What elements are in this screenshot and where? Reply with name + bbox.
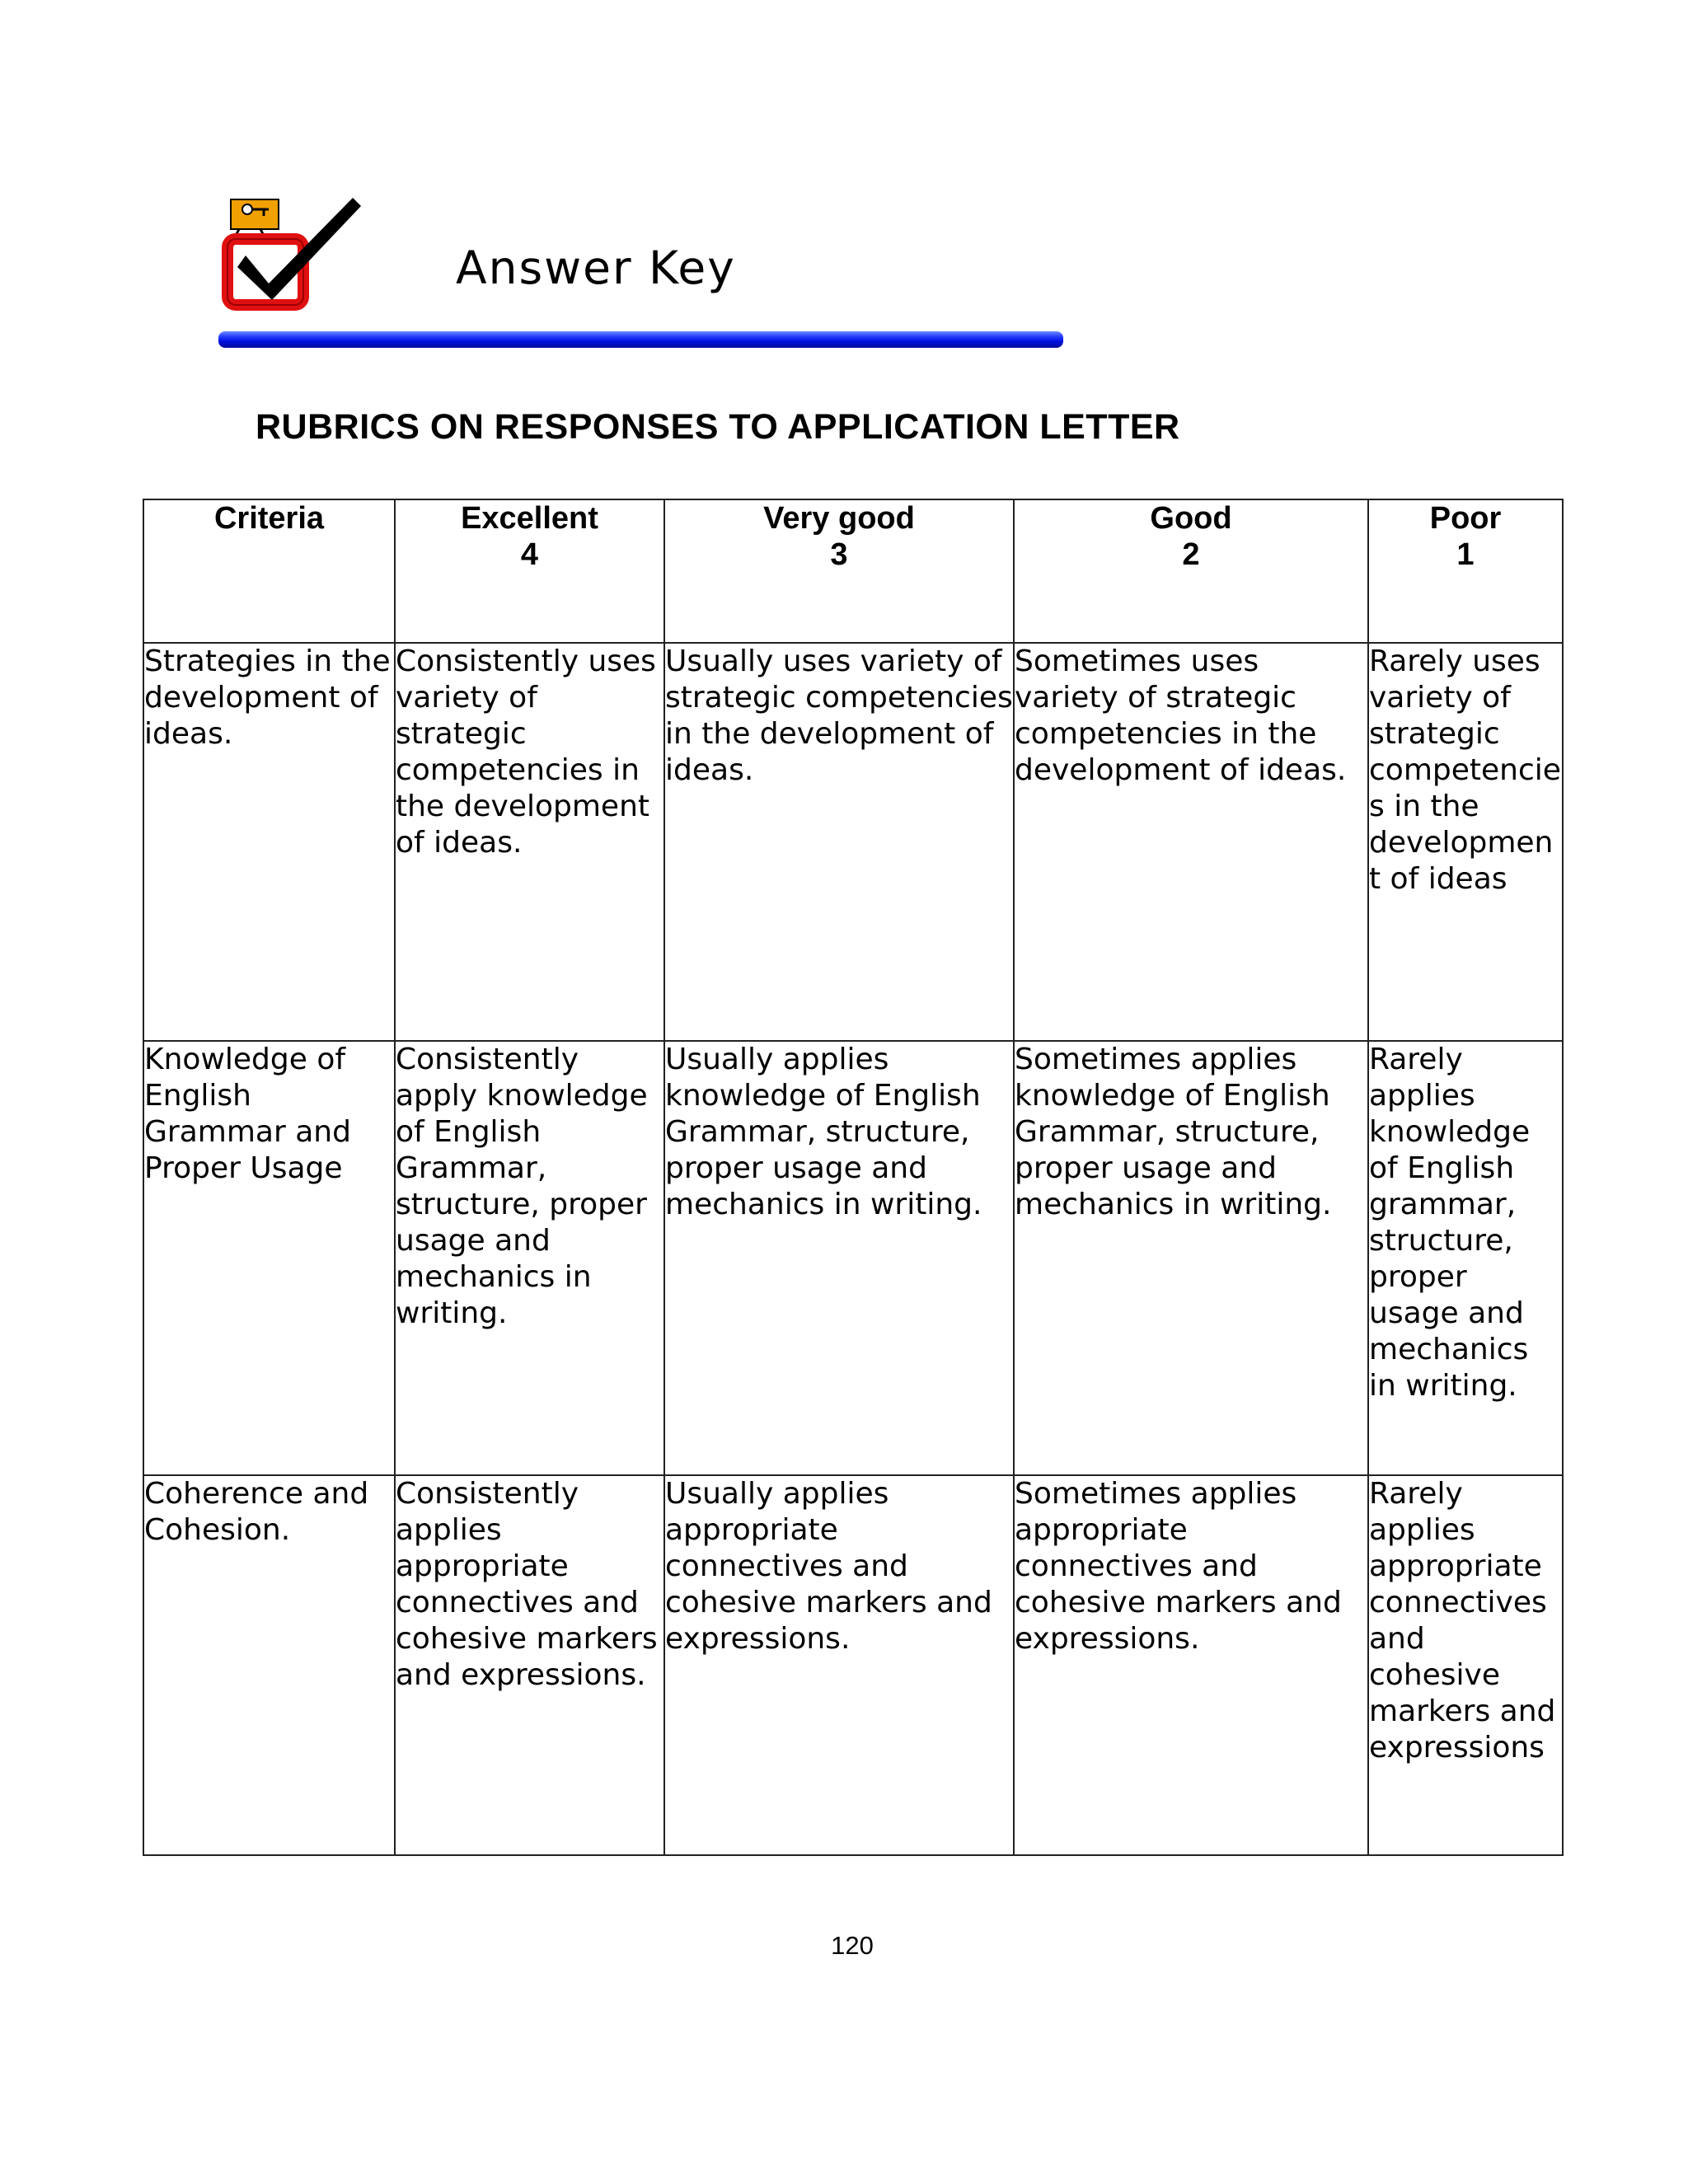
excellent-cell: Consistently uses variety of strategic competencies in the development of ideas.	[395, 643, 664, 1041]
column-header-criteria	[143, 499, 395, 643]
table-row	[143, 1041, 1563, 1475]
column-header-label: Excellent	[461, 501, 598, 536]
column-header-label: Good	[1150, 501, 1232, 536]
column-header-score: 1	[1456, 537, 1475, 572]
header-rule	[218, 331, 1063, 348]
good-cell: Sometimes uses variety of strategic competencies in the development of ideas.	[1014, 643, 1368, 1041]
very-good-cell: Usually uses variety of strategic competencies in the development of ideas.	[664, 643, 1014, 1041]
table-header-row	[143, 499, 1563, 643]
good-cell: Sometimes applies appropriate connectives and cohesive markers and expressions.	[1014, 1475, 1368, 1855]
column-header-score: 3	[830, 537, 848, 572]
column-header-label: Criteria	[213, 501, 325, 536]
column-header-poor	[1368, 499, 1563, 643]
column-header-score: 2	[1182, 537, 1200, 572]
very-good-cell: Usually applies knowledge of English Grammar, structure, proper usage and mechanics in writing.	[664, 1041, 1014, 1475]
column-header-excellent	[395, 499, 664, 643]
rubric-table	[143, 499, 1564, 1856]
table-row	[143, 643, 1563, 1041]
poor-cell: Rarely applies knowledge of English grammar, structure, proper usage and mechanics in writing.	[1368, 1041, 1563, 1475]
page-title: Answer Key	[456, 241, 736, 294]
excellent-cell: Consistently applies appropriate connectives and cohesive markers and expressions.	[395, 1475, 664, 1855]
criteria-cell: Coherence and Cohesion.	[143, 1475, 395, 1855]
criteria-cell: Knowledge of English Grammar and Proper Usage	[143, 1041, 395, 1475]
column-header-label: Poor	[1429, 501, 1502, 536]
column-header-label: Very good	[763, 501, 915, 536]
criteria-cell: Strategies in the development of ideas.	[143, 643, 395, 1041]
table-row	[143, 1475, 1563, 1855]
excellent-cell: Consistently apply knowledge of English Grammar, structure, proper usage and mechanics in writing.	[395, 1041, 664, 1475]
column-header-score: 4	[520, 537, 539, 572]
poor-cell: Rarely uses variety of strategic competencies in the development of ideas	[1368, 643, 1563, 1041]
poor-cell: Rarely applies appropriate connectives and cohesive markers and expressions	[1368, 1475, 1563, 1855]
page-number: 120	[831, 1931, 874, 1960]
key-figure-icon	[231, 199, 279, 239]
column-header-good	[1014, 499, 1368, 643]
good-cell: Sometimes applies knowledge of English Grammar, structure, proper usage and mechanics in writing.	[1014, 1041, 1368, 1475]
column-header-very-good	[664, 499, 1014, 643]
answer-key-checkmark-icon	[221, 191, 369, 315]
very-good-cell: Usually applies appropriate connectives and cohesive markers and expressions.	[664, 1475, 1014, 1855]
section-title: RUBRICS ON RESPONSES TO APPLICATION LETTER	[256, 407, 1180, 447]
